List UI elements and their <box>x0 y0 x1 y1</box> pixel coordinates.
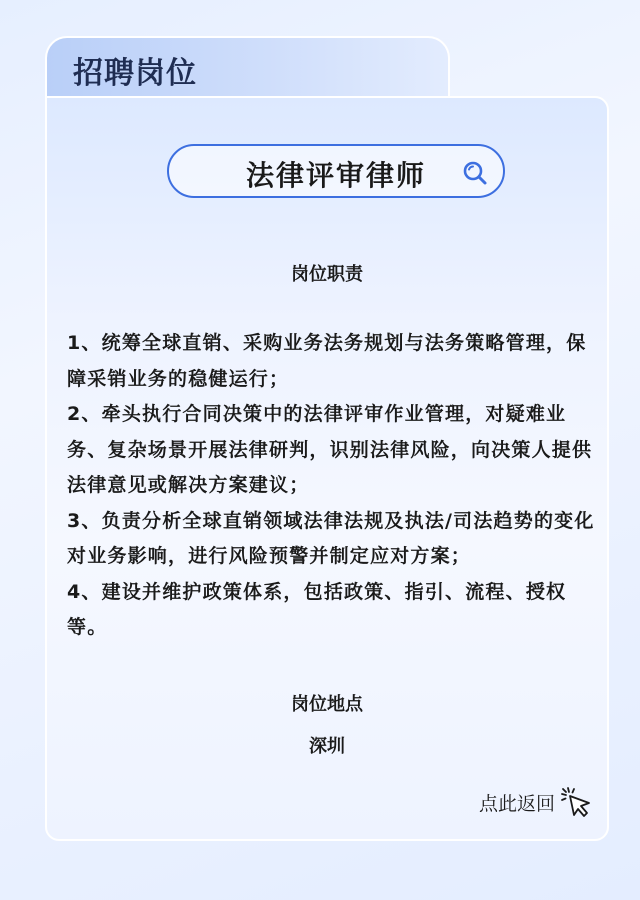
duty-item: 2、牵头执行合同决策中的法律评审作业管理，对疑难业务、复杂场景开展法律研判，识别法律风险，向决策人提供法律意见或解决方案建议； <box>67 403 593 496</box>
location-title: 岗位地点 <box>291 694 363 715</box>
duty-item: 4、建设并维护政策体系，包括政策、指引、流程、授权等。 <box>67 580 567 638</box>
back-label: 点此返回 <box>478 792 555 815</box>
duties-title: 岗位职责 <box>291 264 363 285</box>
tab-title: 招聘岗位 <box>73 56 197 91</box>
job-card <box>45 96 609 841</box>
header-tab <box>45 36 450 100</box>
cursor-click-icon <box>559 785 593 819</box>
search-icon[interactable] <box>461 159 489 187</box>
search-box[interactable] <box>167 144 505 198</box>
search-query: 法律评审律师 <box>245 159 426 192</box>
duties-list <box>67 326 595 646</box>
location-value: 深圳 <box>309 736 345 757</box>
duty-item: 3、负责分析全球直销领域法律法规及执法/司法趋势的变化对业务影响，进行风险预警并制定应对方案； <box>67 509 595 567</box>
back-button[interactable] <box>479 785 593 819</box>
duty-item: 1、统筹全球直销、采购业务法务规划与法务策略管理，保障采销业务的稳健运行； <box>67 332 587 390</box>
